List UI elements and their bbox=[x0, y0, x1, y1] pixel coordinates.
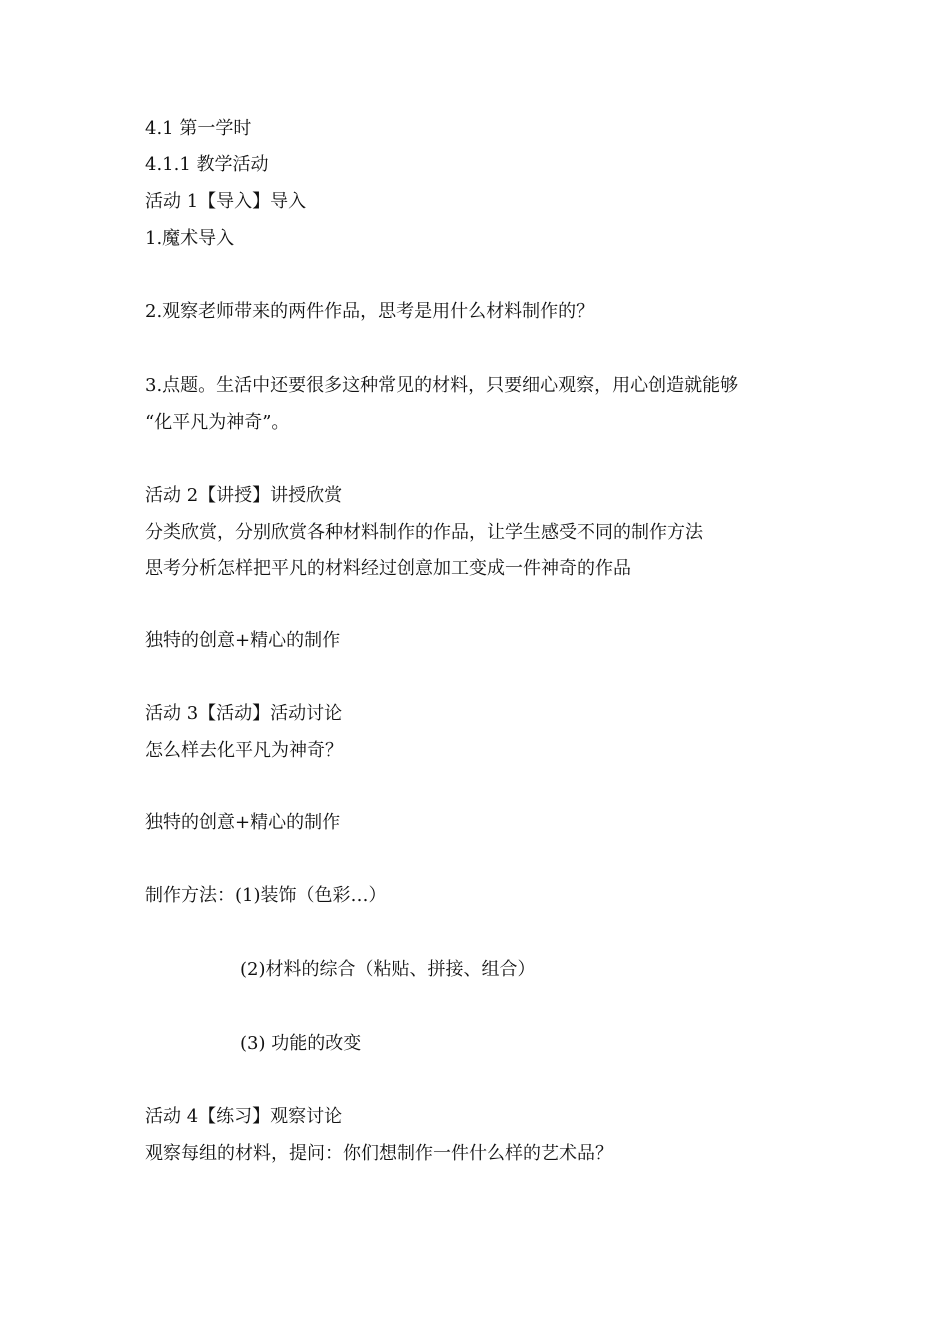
paragraph-line: 独特的创意+精心的制作 bbox=[145, 812, 341, 833]
paragraph-line: (3) 功能的改变 bbox=[240, 1033, 362, 1054]
paragraph-line: 独特的创意+精心的制作 bbox=[145, 630, 341, 651]
paragraph-line: (2)材料的综合（粘贴、拼接、组合） bbox=[240, 959, 536, 980]
paragraph-line: 2.观察老师带来的两件作品，思考是用什么材料制作的？ bbox=[145, 301, 595, 322]
paragraph-line: 3.点题。生活中还要很多这种常见的材料，只要细心观察，用心创造就能够 bbox=[145, 375, 739, 396]
activity-1-heading: 活动 1【导入】导入 bbox=[145, 191, 307, 212]
activity-4-heading: 活动 4【练习】观察讨论 bbox=[145, 1106, 343, 1127]
activity-3-heading: 活动 3【活动】活动讨论 bbox=[145, 703, 343, 724]
section-heading: 4.1 第一学时 bbox=[145, 118, 252, 139]
paragraph-line: “化平凡为神奇”。 bbox=[145, 412, 290, 433]
paragraph-line: 制作方法：(1)装饰（色彩…） bbox=[145, 885, 387, 906]
paragraph-line: 思考分析怎样把平凡的材料经过创意加工变成一件神奇的作品 bbox=[145, 558, 631, 579]
subsection-heading: 4.1.1 教学活动 bbox=[145, 154, 269, 175]
paragraph-line: 分类欣赏，分别欣赏各种材料制作的作品，让学生感受不同的制作方法 bbox=[145, 522, 703, 543]
paragraph-line: 怎么样去化平凡为神奇？ bbox=[145, 740, 343, 761]
activity-2-heading: 活动 2【讲授】讲授欣赏 bbox=[145, 485, 343, 506]
paragraph-line: 观察每组的材料，提问：你们想制作一件什么样的艺术品？ bbox=[145, 1143, 613, 1164]
paragraph-line: 1.魔术导入 bbox=[145, 228, 235, 249]
